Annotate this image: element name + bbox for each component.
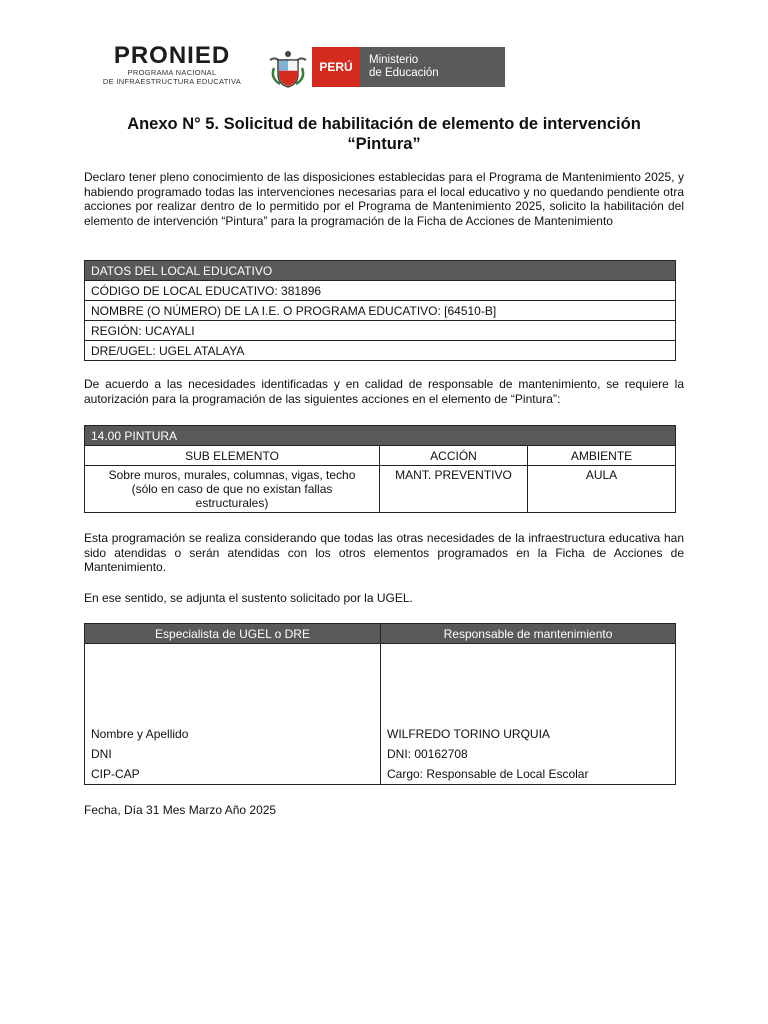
sig-ugel-dni: DNI bbox=[85, 744, 381, 764]
local-row-codigo: CÓDIGO DE LOCAL EDUCATIVO: 381896 bbox=[85, 281, 676, 301]
pronied-subtitle-1: PROGRAMA NACIONAL bbox=[127, 68, 217, 77]
sig-space-responsable bbox=[381, 644, 676, 725]
sub-elemento-line-1: Sobre muros, murales, columnas, vigas, techo bbox=[108, 468, 356, 482]
sub-elemento-line-2: (sólo en caso de que no existan fallas bbox=[131, 482, 333, 496]
sig-resp-cargo: Cargo: Responsable de Local Escolar bbox=[381, 764, 676, 785]
coat-of-arms-icon bbox=[266, 48, 310, 90]
sub-elemento-line-3: estructurales) bbox=[195, 496, 269, 510]
sig-space-ugel bbox=[85, 644, 381, 725]
col-ambiente: AMBIENTE bbox=[528, 446, 676, 466]
sig-resp-dni: DNI: 00162708 bbox=[381, 744, 676, 764]
pintura-table bbox=[84, 425, 676, 513]
sig-header-responsable: Responsable de mantenimiento bbox=[381, 624, 676, 644]
request-paragraph: De acuerdo a las necesidades identificadas y en calidad de responsable de mantenimiento, se requiere la autorización para la programación de las siguientes acciones en el elemento de “Pintura”: bbox=[84, 377, 684, 406]
sig-header-ugel: Especialista de UGEL o DRE bbox=[85, 624, 381, 644]
title-line-1: Anexo N° 5. Solicitud de habilitación de elemento de intervención bbox=[127, 115, 641, 133]
cell-accion: MANT. PREVENTIVO bbox=[380, 466, 528, 513]
ministry-line-2: de Educación bbox=[369, 67, 439, 79]
col-accion: ACCIÓN bbox=[380, 446, 528, 466]
col-sub-elemento: SUB ELEMENTO bbox=[85, 446, 380, 466]
page-title bbox=[84, 114, 684, 154]
pronied-logo bbox=[92, 44, 252, 86]
sig-resp-nombre: WILFREDO TORINO URQUIA bbox=[381, 724, 676, 744]
local-row-ugel: DRE/UGEL: UGEL ATALAYA bbox=[85, 341, 676, 361]
local-data-header: DATOS DEL LOCAL EDUCATIVO bbox=[85, 261, 676, 281]
intro-paragraph: Declaro tener pleno conocimiento de las disposiciones establecidas para el Programa de Mantenimiento 2025, y habiendo programado todas las intervenciones necesarias para el local educativo y no quedando pendiente otra acciones por realizar dentro de lo permitido por el Programa de Mantenimiento 2025, solicito la habilitación del elemento de intervención “Pintura” para la programación de la Ficha de Acciones de Mantenimiento bbox=[84, 170, 684, 228]
cell-ambiente: AULA bbox=[528, 466, 676, 513]
peru-badge: PERÚ bbox=[312, 47, 360, 87]
cell-sub-elemento bbox=[85, 466, 380, 513]
title-line-2: “Pintura” bbox=[347, 135, 421, 153]
ministry-badge bbox=[360, 47, 505, 87]
sig-ugel-nombre: Nombre y Apellido bbox=[85, 724, 381, 744]
pintura-header: 14.00 PINTURA bbox=[85, 426, 676, 446]
local-row-nombre: NOMBRE (O NÚMERO) DE LA I.E. O PROGRAMA EDUCATIVO: [64510-B] bbox=[85, 301, 676, 321]
attachment-paragraph: En ese sentido, se adjunta el sustento solicitado por la UGEL. bbox=[84, 591, 413, 605]
ministry-line-1: Ministerio bbox=[369, 54, 419, 66]
consideration-paragraph: Esta programación se realiza considerando que todas las otras necesidades de la infraestructura educativa han sido atendidas o serán atendidas con los otros elementos programados en la Ficha de Acciones de Mantenimiento. bbox=[84, 531, 684, 574]
local-row-region: REGIÓN: UCAYALI bbox=[85, 321, 676, 341]
local-data-table bbox=[84, 260, 676, 361]
fecha-line: Fecha, Día 31 Mes Marzo Año 2025 bbox=[84, 803, 277, 817]
signature-table bbox=[84, 623, 676, 785]
pronied-wordmark: PRONIED bbox=[113, 42, 231, 69]
sig-ugel-cip: CIP-CAP bbox=[85, 764, 381, 785]
pronied-subtitle-2: DE INFRAESTRUCTURA EDUCATIVA bbox=[102, 77, 242, 86]
